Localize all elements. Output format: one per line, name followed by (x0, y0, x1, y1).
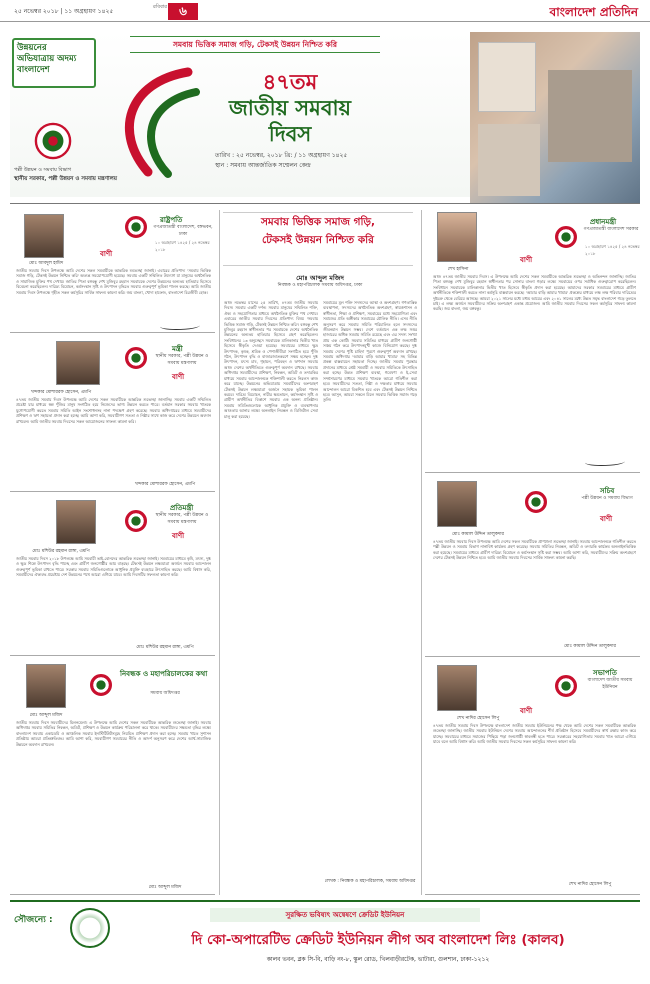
page-number: ৬ (168, 3, 198, 20)
message-card-cooperative-union (425, 661, 640, 895)
portrait-photo (437, 665, 477, 711)
division-name: পল্লী উন্নয়ন ও সমবায় বিভাগ (14, 167, 72, 173)
divider (10, 203, 640, 204)
bani-label: বাণী (100, 250, 113, 258)
message-title: প্রধানমন্ত্রী (590, 218, 617, 226)
portrait-photo (437, 481, 477, 527)
bani-label: বাণী (520, 256, 533, 264)
signature (585, 458, 625, 466)
signature-name: শেখ নাদির হোসেন লিপু (568, 882, 612, 887)
slogan-line-2: অভিযাত্রায় অদম্য (17, 54, 77, 64)
seal-icon (555, 675, 577, 697)
message-text: ৪৭তম জাতীয় সমবায় দিবস উপলক্ষে বাংলাদেশ জাতীয় সমবায় ইউনিয়নের পক্ষ থেকে আমি দেশের সকল সমবায়ীকে আন্তরিক শুভেচ্ছা জানাচ্ছি। জাতীয় সমবায় ইউনিয়ন দেশের সমবায় আন্দোলনের শীর্ষ প্রতিষ্ঠান হিসেবে সমবায়ীদের স্বার্থ রক্ষায় কাজ করে যাচ্ছে। সমবায়ের মাধ্যমে সমাজের পিছিয়ে পড়া জনগোষ্ঠী স্বাবলম্বী হতে পারে। সরকারের সহযোগিতায় সমবায় খাত আরো এগিয়ে যাবে বলে আমি বিশ্বাস করি। আমি জাতীয় সমবায় দিবসের সকল কর্মসূচির সাফল্য কামনা করি। (433, 723, 636, 745)
sponsor-label: সৌজন্যে : (14, 915, 53, 925)
message-text: ৪৭তম জাতীয় সমবায় দিবস উপলক্ষে আমি দেশের সকল সমবায়ীকে প্রাণঢালা শুভেচ্ছা জানাই। সমবায় আন্দোলনকে গতিশীল করতে পল্লী উন্নয়ন ও সমবায় বিভাগ নানাবিধ কার্যক্রম গ্রহণ করেছে। সমবায় সমিতির নিবন্ধন, অডিট ও তদারকি কার্যক্রম অনলাইনভিত্তিক করা হয়েছে। সমবায়ের মাধ্যমে গ্রামীণ দারিদ্র্য বিমোচন ও কর্মসংস্থান সৃষ্টি করা সম্ভব। আমি আশা করি, সমবায়ীদের সক্রিয় অংশগ্রহণে দেশের টেকসই উন্নয়ন নিশ্চিত হবে। আমি জাতীয় সমবায় দিবসের সার্বিক সাফল্য কামনা করছি। (433, 539, 636, 561)
seal-icon (525, 491, 547, 513)
credit-union-logo-icon (70, 908, 110, 948)
person-name: মোঃ কামাল উদ্দিন তালুকদার (451, 532, 505, 537)
message-title: প্রতিমন্ত্রী (170, 504, 194, 512)
page-label: রবিবার (153, 4, 167, 10)
message-text: আজ ৪৭তম জাতীয় সমবায় দিবস। এ উপলক্ষে আমি দেশের সকল সমবায়ীকে আন্তরিক শুভেচ্ছা ও অভিনন্দন জানাচ্ছি। জাতির পিতা বঙ্গবন্ধু শেখ মুজিবুর রহমান স্বাধীনতার পর সোনার বাংলা গড়ার লক্ষ্যে সমবায়ের ওপর সর্বাধিক গুরুত্বারোপ করেছিলেন। সংবিধানে সমবায়কে মালিকানার দ্বিতীয় খাত হিসেবে স্বীকৃতি প্রদান করা হয়েছে। আমাদের সরকার সমবায়ের মাধ্যমে গ্রামীণ অর্থনীতিকে শক্তিশালী করতে নানা কর্মসূচি বাস্তবায়ন করছে। 'আমার বাড়ি আমার খামার' প্রকল্পের মাধ্যমে লক্ষ লক্ষ পরিবার দারিদ্র্যের দুষ্টচক্র থেকে বেরিয়ে আসছে। আমরা ২০২১ সালের মধ্যে মধ্যম আয়ের এবং ২০৪১ সালের মধ্যে উন্নত সমৃদ্ধ বাংলাদেশ গড়ে তুলতে চাই। এ লক্ষ্য অর্জনে সমবায়ীদের সক্রিয় অংশগ্রহণ একান্ত প্রয়োজন। আমি জাতীয় সমবায় দিবসের সকল কর্মসূচির সাফল্য কামনা করছি। জয় বাংলা, জয় বঙ্গবন্ধু। (433, 274, 636, 312)
title-day: দিবস (268, 122, 312, 146)
title-number: ৪৭তম (262, 70, 318, 94)
seal-icon (125, 216, 147, 238)
message-date: ১০ অগ্রহায়ণ ১৪২৫ / ২৪ নভেম্বর ২০১৮ (155, 240, 210, 252)
signature-name: মোঃ কামাল উদ্দিন তালুকদার (563, 644, 617, 649)
theme-strip: সমবায় ভিত্তিক সমাজ গড়ি, টেকসই উন্নয়ন নিশ্চিত করি (130, 36, 380, 53)
person-name: মোঃ আব্দুল মজিদ (29, 713, 63, 718)
slogan-line-1: উন্নয়নের (17, 43, 47, 53)
title-line: জাতীয় সমবায় (228, 96, 351, 120)
portrait-photo (437, 212, 477, 262)
seal-icon (90, 674, 112, 696)
seal-icon (555, 226, 577, 248)
headline-line-1: সমবায় ভিত্তিক সমাজ গড়ি, (260, 216, 376, 228)
message-subtitle: স্থানীয় সরকার, পল্লী উন্নয়ন ও সমবায় মন্ত্রণালয় (155, 513, 209, 525)
article-headline (223, 212, 413, 266)
slogan-box (12, 38, 96, 88)
event-venue: স্থান : সমবায় আন্তর্জাতিক সম্মেলন কেন্দ্র (215, 162, 311, 169)
message-text: জাতীয় সমবায় দিবস সমবায়ীদের মিলনমেলা। এ উপলক্ষে আমি দেশের সকল সমবায়ীকে আন্তরিক শুভেচ্ছা জানাই। সমবায় অধিদপ্তর সমবায় সমিতির নিবন্ধন, অডিট, প্রশিক্ষণ ও উন্নয়ন কার্যক্রম পরিচালনা করে থাকে। সমবায়ীদের সক্ষমতা বৃদ্ধির লক্ষ্যে বাংলাদেশ সমবায় একাডেমি ও আঞ্চলিক সমবায় ইনস্টিটিউটসমূহে নিয়মিত প্রশিক্ষণ প্রদান করা হচ্ছে। সমবায় খাতে সুশাসন প্রতিষ্ঠায় আমরা প্রতিশ্রুতিবদ্ধ। আমি আশা করি, সমবায়ীগণ সমবায়ের নীতি ও আদর্শ অনুসরণ করে দেশের আর্থ-সামাজিক উন্নয়নে অবদান রাখবেন। (16, 720, 211, 747)
message-title: সচিব (600, 487, 615, 495)
message-subtitle: স্থানীয় সরকার, পল্লী উন্নয়ন ও সমবায় মন্ত্রণালয় (155, 354, 209, 366)
message-text: জাতীয় সমবায় দিবস ২০১৮ উপলক্ষে আমি সমবায়ী ভাই-বোনদের আন্তরিক শুভেচ্ছা জানাই। সমবায়ের মাধ্যমে কৃষি, মৎস্য, দুগ্ধ ও ক্ষুদ্র শিল্পে উৎপাদন বৃদ্ধি পাচ্ছে এবং গ্রামীণ জনগোষ্ঠীর আয় বাড়ছে। টেকসই উন্নয়ন লক্ষ্যমাত্রা অর্জনে সমবায় আন্দোলন গুরুত্বপূর্ণ ভূমিকা রাখতে পারে। সরকার সমবায় সমিতিগুলোকে আধুনিক প্রযুক্তি ব্যবহারে উৎসাহিত করছে। আমি বিশ্বাস করি, সমবায়ীদের ঐক্যবদ্ধ প্রচেষ্টায় দেশ উন্নয়নের পথে আরো এগিয়ে যাবে। আমি দিবসটির সফলতা কামনা করি। (16, 556, 211, 578)
portrait-photo (26, 664, 66, 708)
seal-icon (125, 510, 147, 532)
message-card-state-minister (10, 496, 215, 656)
message-subtitle: পল্লী উন্নয়ন ও সমবায় বিভাগ (581, 496, 633, 501)
person-name: মোঃ মশিউর রহমান রাঙ্গা, এমপি (32, 549, 90, 554)
person-name: খন্দকার মোশাররফ হোসেন, এমপি (30, 390, 92, 395)
slogan-line-3: বাংলাদেশ (17, 65, 50, 75)
message-title: মন্ত্রী (172, 345, 183, 353)
message-card-prime-minister (425, 208, 640, 473)
sponsor-tagline: সুরক্ষিত ভবিষ্যৎ অন্বেষণে ক্রেডিট ইউনিয়ন (210, 908, 480, 922)
message-card-president (10, 208, 215, 333)
person-name: শেখ হাসিনা (447, 267, 469, 272)
ministry-name: স্থানীয় সরকার, পল্লী উন্নয়ন ও সমবায় মন্ত্রণালয় (14, 176, 117, 182)
portrait-photo (56, 341, 100, 385)
bani-label: বাণী (172, 373, 185, 381)
event-photo-collage (470, 32, 640, 204)
message-subtitle: গণপ্রজাতন্ত্রী বাংলাদেশ সরকার (583, 227, 639, 232)
seal-icon (125, 347, 147, 369)
issue-date: ২৫ নভেম্বর ২০১৮ | ১১ অগ্রহায়ণ ১৪২৫ (14, 8, 114, 15)
article-column-1: আজ নভেম্বর মাসের ২৫ তারিখ, ৪৭তম জাতীয় সমবায় দিবস। সমবায় একটি দর্শন। সমবায় মানুষের সম্মিলিত শক্তি, ঐক্য ও সহযোগিতার মাধ্যমে অর্থনৈতিক মুক্তির পথ দেখায়। এবারের জাতীয় সমবায় দিবসের প্রতিপাদ্য বিষয় 'সমবায় ভিত্তিক সমাজ গড়ি, টেকসই উন্নয়ন নিশ্চিত করি'। বঙ্গবন্ধু শেখ মুজিবুর রহমান স্বাধীনতার পর সমবায়কে দেশের অর্থনৈতিক উন্নয়নের অন্যতম হাতিয়ার হিসেবে গ্রহণ করেছিলেন। সংবিধানের ১৩ অনুচ্ছেদে সমবায়কে মালিকানার দ্বিতীয় খাত হিসেবে স্বীকৃতি দেওয়া হয়েছে। সমবায়ের মাধ্যমে ক্ষুদ্র উৎপাদক, কৃষক, শ্রমিক ও পেশাজীবীরা সংগঠিত হয়ে পুঁজি গঠন, উৎপাদন বৃদ্ধি ও বাজারজাতকরণে সক্ষম হচ্ছেন। দুগ্ধ উৎপাদন, মৎস্য চাষ, গৃহায়ন, পরিবহন ও ঋণদান সমবায় আজ দেশের অর্থনীতিতে গুরুত্বপূর্ণ অবদান রাখছে। সমবায় অধিদপ্তর সমবায়ীদের প্রশিক্ষণ, নিবন্ধন, অডিট ও তদারকির মাধ্যমে সমবায় আন্দোলনকে শক্তিশালী করতে নিরলস কাজ করে যাচ্ছে। উন্নয়নের অভিযাত্রায় সমবায়ীদের অংশগ্রহণ টেকসই উন্নয়ন লক্ষ্যমাত্রা অর্জনে সহায়ক ভূমিকা পালন করবে। দারিদ্র্য বিমোচন, নারীর ক্ষমতায়ন, কর্মসংস্থান সৃষ্টি ও গ্রামীণ অর্থনীতির বিকাশে সমবায় এক অনন্য প্রতিষ্ঠান। সমবায় সমিতিগুলোকে আধুনিক প্রযুক্তি ও ব্যবস্থাপনার আওতায় আনার লক্ষ্যে অনলাইন নিবন্ধন ও ডিজিটাল সেবা চালু করা হয়েছে। (224, 300, 318, 419)
article-footer-sign: লেখক : নিবন্ধক ও মহাপরিচালক, সমবায় অধিদপ্তর (324, 879, 416, 884)
message-title: সভাপতি (593, 669, 617, 677)
message-subtitle: সমবায় অধিদপ্তর (150, 691, 180, 696)
masthead-logo: বাংলাদেশ প্রতিদিন (549, 5, 638, 19)
bani-label: বাণী (172, 532, 185, 540)
photo-2 (548, 70, 632, 162)
signature-name: মোঃ মশিউর রহমান রাঙ্গা, এমপি (136, 645, 194, 650)
message-card-minister (10, 337, 215, 492)
portrait-photo (56, 500, 96, 544)
message-title: রাষ্ট্রপতি (160, 216, 183, 224)
bani-label: বাণী (520, 707, 533, 715)
swirl-graphic (108, 62, 203, 182)
message-text: জাতীয় সমবায় দিবস উপলক্ষে আমি দেশের সকল সমবায়ীকে আন্তরিক শুভেচ্ছা জানাই। এবারের প্রতিপাদ্য 'সমবায় ভিত্তিক সমাজ গড়ি, টেকসই উন্নয়ন নিশ্চিত করি' অত্যন্ত সময়োপযোগী হয়েছে। সমবায় একটি সম্মিলিত উদ্যোগ যা মানুষের অর্থনৈতিক ও সামাজিক মুক্তির পথ দেখায়। জাতির পিতা বঙ্গবন্ধু শেখ মুজিবুর রহমান সমবায়কে দেশের উন্নয়নের অন্যতম হাতিয়ার হিসেবে বিবেচনা করেছিলেন। দারিদ্র্য বিমোচন, কর্মসংস্থান সৃষ্টি ও উৎপাদন বৃদ্ধিতে সমবায় গুরুত্বপূর্ণ ভূমিকা পালন করছে। আমি জাতীয় সমবায় দিবস উপলক্ষে গৃহীত সকল কর্মসূচির সার্বিক সাফল্য কামনা করি। জয় বাংলা, খোদা হাফেজ, বাংলাদেশ চিরজীবী হোক। (16, 268, 211, 295)
signature-name: মোঃ আব্দুল মজিদ (148, 885, 182, 890)
message-card-secretary (425, 477, 640, 657)
message-text: ৪৭তম জাতীয় সমবায় দিবস উপলক্ষে আমি দেশের সকল সমবায়ীকে আন্তরিক শুভেচ্ছা জানাচ্ছি। সমবায় একটি সম্মিলিত প্রচেষ্টা যার মাধ্যমে স্বল্প পুঁজির মানুষ সংগঠিত হয়ে নিজেদের ভাগ্য উন্নয়ন করতে পারে। বর্তমান সরকার সমবায় খাতকে যুগোপযোগী করতে সমবায় সমিতি আইন সংশোধনসহ নানা পদক্ষেপ গ্রহণ করেছে। সমবায় অধিদপ্তরের মাধ্যমে সমবায়ীদের প্রশিক্ষণ ও ঋণ সহায়তা প্রদান করা হচ্ছে। আমি আশা করি, সমবায়ীগণ সততা ও নিষ্ঠার সাথে কাজ করে দেশের উন্নয়নে অবদান রাখবেন। আমি জাতীয় সমবায় দিবসের সকল আয়োজনের সাফল্য কামনা করি। (16, 397, 211, 424)
message-subtitle: বাংলাদেশ জাতীয় সমবায় ইউনিয়ন (587, 678, 633, 690)
message-subtitle: গণপ্রজাতন্ত্রী বাংলাদেশ, বঙ্গভবন, ঢাকা (153, 225, 213, 237)
signature-name: খন্দকার মোশাররফ হোসেন, এমপি (134, 482, 196, 487)
column-rule (219, 210, 220, 895)
person-name: মোঃ আবদুল হামিদ (28, 261, 64, 266)
sponsor-org-name: দি কো-অপারেটিভ ক্রেডিট ইউনিয়ন লীগ অব বাংলাদেশ লিঃ (কালব) (191, 932, 565, 948)
sponsor-footer (10, 900, 640, 974)
page-header (0, 0, 650, 22)
headline-line-2: টেকসই উন্নয়ন নিশ্চিত করি (262, 234, 374, 246)
message-title: নিবন্ধক ও মহাপরিচালকের কথা (120, 670, 208, 678)
column-rule (421, 210, 422, 895)
message-card-registrar (10, 660, 215, 895)
message-date: ১০ অগ্রহায়ণ ১৪২৫ / ২৪ নভেম্বর ২০১৮ (585, 244, 640, 256)
bani-label: বাণী (600, 515, 613, 523)
article-author: মোঃ আব্দুল মজিদ (296, 274, 344, 282)
government-seal-icon (34, 122, 72, 160)
event-date: তারিখ : ২৫ নভেম্বর, ২০১৮ খ্রি: / ১১ অগ্রহায়ণ ১৪২৫ (215, 152, 348, 159)
signature (160, 322, 200, 330)
article-author-role: নিবন্ধক ও মহাপরিচালক সমবায় অধিদপ্তর, ঢাকা (277, 283, 363, 288)
article-column-2: সমবায়ের মূল শক্তি সদস্যদের আস্থা ও অংশগ্রহণ। গণতান্ত্রিক ব্যবস্থাপনা, সদস্যদের অর্থনৈতিক অংশগ্রহণ, স্বায়ত্তশাসন ও স্বাধীনতা, শিক্ষা ও প্রশিক্ষণ, সমবায়ের মধ্যে সহযোগিতা এবং সমাজের প্রতি অঙ্গীকার সমবায়ের মৌলিক নীতি। এসব নীতি অনুসরণ করে সমবায় সমিতি পরিচালিত হলে সদস্যদের জীবনমান উন্নয়ন সম্ভব। দেশে বর্তমানে এক লক্ষ সত্তর হাজারের অধিক সমবায় সমিতি রয়েছে এবং এর সদস্য সংখ্যা প্রায় এক কোটি। সমবায় সমিতির মাধ্যমে গ্রামীণ জনগোষ্ঠী সঞ্চয় গঠন করে উৎপাদনমুখী কাজে বিনিয়োগ করছে। দুগ্ধ সমবায় দেশের পুষ্টি চাহিদা পূরণে গুরুত্বপূর্ণ অবদান রাখছে। সমবায় অধিদপ্তর 'আমার বাড়ি আমার খামার' সহ বিভিন্ন প্রকল্প বাস্তবায়নে সহায়তা দিচ্ছে। জাতীয় সমবায় পুরস্কার প্রদানের মাধ্যমে শ্রেষ্ঠ সমবায়ী ও সমবায় সমিতিকে উৎসাহিত করা হচ্ছে। উন্নত প্রশিক্ষণ ব্যবস্থা, গবেষণা ও ই-সেবা সম্প্রসারণের মাধ্যমে সমবায় খাতকে আরো গতিশীল করা হবে। সমবায়ীদের সততা, নিষ্ঠা ও দক্ষতার মাধ্যমে সমবায় আন্দোলন আরো বিকশিত হবে এবং টেকসই উন্নয়ন নিশ্চিত হবে। আসুন, আমরা সকলে মিলে সমবায় ভিত্তিক সমাজ গড়ে তুলি। (323, 300, 417, 403)
photo-3 (478, 124, 540, 196)
person-name: শেখ নাদির হোসেন লিপু (456, 716, 500, 721)
photo-1 (478, 42, 536, 112)
sponsor-address: কালব ভবন, ব্লক সি-বি, বাড়ি নং-৮, স্কুল রোড, খিলবাড়ীরটেক, ভাটারা, গুলশান, ঢাকা-১২১২ (266, 956, 490, 963)
portrait-photo (24, 214, 64, 258)
